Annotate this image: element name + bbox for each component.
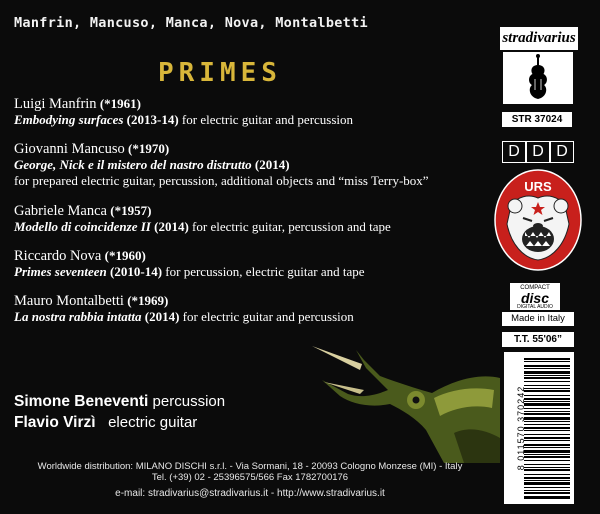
- distribution-text: Worldwide distribution: MILANO DISCHI s.r.l. - Via Sormani, 18 - 20093 Cologno Monzese (MI) - Italy: [37, 461, 463, 472]
- work-year: (2014): [144, 309, 180, 324]
- barcode-bar: [524, 450, 570, 453]
- work-title: Embodying surfaces: [14, 112, 124, 127]
- barcode-bar: [524, 385, 570, 386]
- barcode-bar: [524, 398, 570, 400]
- work-title: George, Nick e il mistero del nastro distrutto: [14, 157, 252, 172]
- barcode-bar: [524, 482, 570, 485]
- work-entry: [14, 96, 353, 128]
- urs-label: URS: [524, 179, 552, 194]
- work-title: Modello di coincidenze II: [14, 219, 151, 234]
- composer-name: Luigi Manfrin: [14, 96, 97, 112]
- barcode-bar: [524, 388, 570, 389]
- work-scoring: for electric guitar and percussion: [181, 112, 354, 127]
- ddd-letter: D: [550, 141, 574, 163]
- cd-top-text: COMPACT: [520, 285, 550, 291]
- composer-name: Riccardo Nova: [14, 248, 102, 264]
- work-scoring: for electric guitar, percussion and tape: [192, 219, 391, 234]
- work-entry: [14, 248, 365, 280]
- barcode-bar: [524, 371, 570, 374]
- barcode-bar: [524, 368, 570, 369]
- barcode-bar: [524, 487, 570, 488]
- barcode-bar: [524, 464, 570, 465]
- composer-born: (*1961): [99, 96, 141, 111]
- barcode-bar: [524, 456, 570, 458]
- barcode-bar: [524, 424, 570, 425]
- barcode-bar: [524, 447, 570, 448]
- work-title: Primes seventeen: [14, 264, 107, 279]
- barcode-digits: 8 011570 370242: [516, 385, 526, 471]
- barcode-bar: [524, 469, 570, 471]
- barcode-bar: [524, 467, 570, 468]
- work-entry: [14, 293, 354, 325]
- barcode-bar: [524, 408, 570, 409]
- work-scoring: for electric guitar and percussion: [182, 309, 354, 324]
- work-entry: [14, 141, 429, 189]
- ddd-badge: [502, 141, 574, 163]
- composers-header: Manfrin, Mancuso, Manca, Nova, Montalbetti: [14, 15, 368, 31]
- barcode-bar: [524, 358, 570, 360]
- barcode-bar: [524, 480, 570, 481]
- barcode-bar: [524, 381, 570, 382]
- barcode-bar: [524, 421, 570, 422]
- barcode-bar: [524, 490, 570, 491]
- barcode-bars: [504, 352, 574, 504]
- barcode-bar: [524, 492, 570, 494]
- composer-born: (*1969): [127, 293, 169, 308]
- ddd-letter: D: [526, 141, 550, 163]
- barcode-bar: [524, 401, 570, 402]
- performer-instrument: electric guitar: [108, 414, 198, 431]
- urs-bear-logo: [493, 168, 583, 272]
- phone-fax-text: Tel. (+39) 02 - 25396575/566 Fax 1782700176: [151, 472, 349, 483]
- work-scoring: for prepared electric guitar, percussion, additional objects and “miss Terry-box”: [14, 173, 429, 188]
- work-year: (2014): [254, 157, 290, 172]
- performer-name: Flavio Virzì: [14, 414, 96, 431]
- chameleon-image: [304, 338, 500, 463]
- barcode-bar: [524, 361, 570, 362]
- performer-instrument: percussion: [152, 393, 226, 410]
- performer: [14, 414, 197, 432]
- catalog-number: STR 37024: [502, 112, 572, 127]
- composer-born: (*1957): [110, 203, 152, 218]
- barcode-bar: [524, 390, 570, 392]
- composer-born: (*1960): [104, 248, 146, 263]
- album-title: PRIMES: [158, 58, 282, 88]
- work-year: (2013-14): [126, 112, 179, 127]
- barcode-bar: [524, 417, 570, 420]
- cd-main-text: disc: [520, 290, 549, 306]
- barcode-bar: [524, 437, 570, 439]
- work-entry: [14, 203, 391, 235]
- barcode-bar: [524, 444, 570, 446]
- barcode-bar: [524, 403, 570, 406]
- barcode-bar: [524, 474, 570, 475]
- composer-name: Gabriele Manca: [14, 203, 107, 219]
- work-year: (2014): [154, 219, 189, 234]
- composer-born: (*1970): [128, 141, 170, 156]
- barcode-bar: [524, 395, 570, 396]
- stradivarius-logo: stradivarius: [500, 27, 578, 50]
- barcode-bar: [524, 411, 570, 412]
- performer-name: Simone Beneventi: [14, 393, 149, 410]
- work-title: La nostra rabbia intatta: [14, 309, 142, 324]
- total-time: T.T. 55'06”: [502, 332, 574, 347]
- made-in-italy: Made in Italy: [502, 312, 574, 326]
- barcode-bar: [524, 434, 570, 435]
- barcode: [504, 352, 574, 504]
- compact-disc-logo: [510, 283, 560, 310]
- work-year: (2010-14): [110, 264, 163, 279]
- contact-text: e-mail: stradivarius@stradivarius.it - http://www.stradivarius.it: [115, 488, 385, 499]
- barcode-bar: [524, 375, 570, 376]
- cd-bottom-text: DIGITAL AUDIO: [517, 304, 553, 310]
- barcode-bar: [524, 477, 570, 479]
- composer-name: Mauro Montalbetti: [14, 293, 124, 309]
- barcode-bar: [524, 365, 570, 367]
- barcode-bar: [524, 427, 570, 429]
- barcode-bar: [524, 454, 570, 455]
- barcode-bar: [524, 430, 570, 431]
- barcode-bar: [524, 377, 570, 379]
- barcode-bar: [524, 460, 570, 461]
- barcode-bar: [524, 440, 570, 441]
- ddd-letter: D: [502, 141, 526, 163]
- performer: [14, 393, 225, 411]
- barcode-bar: [524, 413, 570, 415]
- work-scoring: for percussion, electric guitar and tape: [165, 264, 365, 279]
- barcode-bar: [524, 496, 570, 499]
- composer-name: Giovanni Mancuso: [14, 141, 125, 157]
- violin-icon: [503, 52, 573, 104]
